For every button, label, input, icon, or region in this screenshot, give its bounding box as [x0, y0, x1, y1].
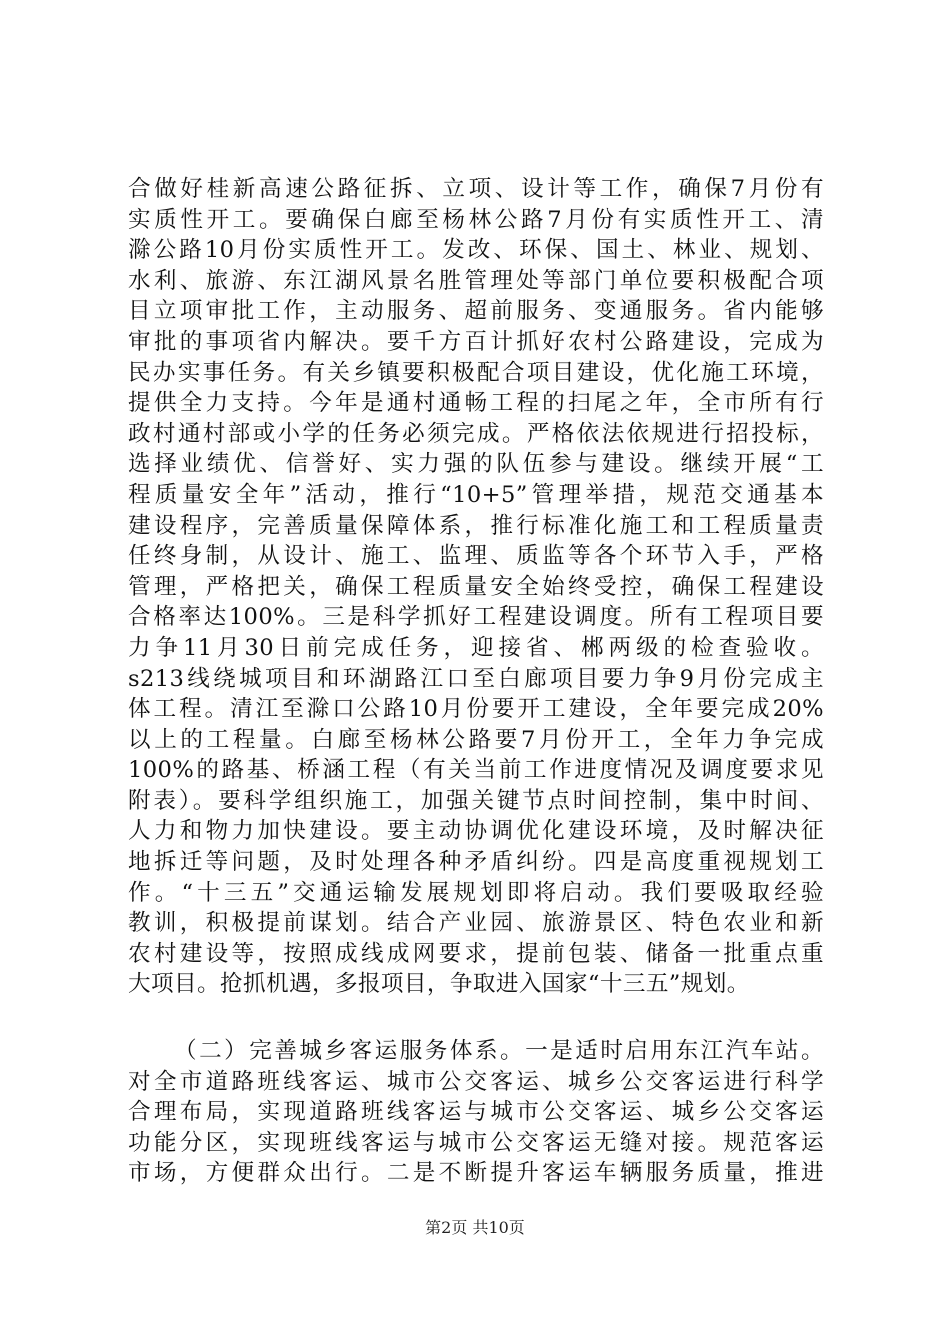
text-line: 目立项审批工作，主动服务、超前服务、变通服务。省内能够 [128, 298, 824, 325]
text-line: 附表）。要科学组织施工，加强关键节点时间控制，集中时间、 [128, 787, 824, 814]
text-line: 程质量安全年”活动，推行“10+5”管理举措，规范交通基本 [128, 481, 824, 508]
text-line: 对全市道路班线客运、城市公交客运、城乡公交客运进行科学 [128, 1068, 824, 1095]
text-line: 合格率达100%。三是科学抓好工程建设调度。所有工程项目要 [128, 604, 824, 631]
paragraph [128, 1036, 824, 1189]
paragraph-gap [128, 1000, 824, 1036]
text-line: 农村建设等，按照成线成网要求，提前包装、储备一批重点重 [128, 940, 824, 967]
text-line: 审批的事项省内解决。要千方百计抓好农村公路建设，完成为 [128, 328, 824, 355]
text-line: 作。“十三五”交通运输发展规划即将启动。我们要吸取经验 [128, 879, 824, 906]
text-line: 政村通村部或小学的任务必须完成。严格依法依规进行招投标， [128, 420, 824, 447]
text-line: 民办实事任务。有关乡镇要积极配合项目建设，优化施工环境， [128, 359, 824, 386]
text-line: 地拆迁等问题，及时处理各种矛盾纠纷。四是高度重视规划工 [128, 849, 824, 876]
text-line: 市场，方便群众出行。二是不断提升客运车辆服务质量，推进 [128, 1160, 824, 1187]
text-line: 体工程。清江至滁口公路10月份要开工建设，全年要完成20% [128, 696, 824, 723]
text-line: 提供全力支持。今年是通村通畅工程的扫尾之年，全市所有行 [128, 390, 824, 417]
text-line: 以上的工程量。白廊至杨林公路要7月份开工，全年力争完成 [128, 726, 824, 753]
text-line: 人力和物力加快建设。要主动协调优化建设环境，及时解决征 [128, 818, 824, 845]
text-line: 水利、旅游、东江湖风景名胜管理处等部门单位要积极配合项 [128, 267, 824, 294]
paragraph [128, 174, 824, 1000]
text-line: 合理布局，实现道路班线客运与城市公交客运、城乡公交客运 [128, 1099, 824, 1126]
text-line: 力争11月30日前完成任务，迎接省、郴两级的检查验收。 [128, 634, 824, 661]
page-footer: 第2页 共10页 [425, 1218, 525, 1237]
text-line: 100%的路基、桥涵工程（有关当前工作进度情况及调度要求见 [128, 757, 824, 784]
text-line: 教训，积极提前谋划。结合产业园、旅游景区、特色农业和新 [128, 910, 824, 937]
text-line: （二）完善城乡客运服务体系。一是适时启用东江汽车站。 [174, 1038, 824, 1065]
text-line: 合做好桂新高速公路征拆、立项、设计等工作，确保7月份有 [128, 176, 824, 202]
text-line: 实质性开工。要确保白廊至杨林公路7月份有实质性开工、清 [128, 206, 824, 233]
text-line: 任终身制，从设计、施工、监理、质监等各个环节入手，严格 [128, 543, 824, 570]
text-line: 滁公路10月份实质性开工。发改、环保、国土、林业、规划、 [128, 237, 824, 264]
text-line: 大项目。抢抓机遇，多报项目，争取进入国家“十三五”规划。 [128, 971, 750, 998]
text-line: 功能分区，实现班线客运与城市公交客运无缝对接。规范客运 [128, 1129, 824, 1156]
text-line: 管理，严格把关，确保工程质量安全始终受控，确保工程建设 [128, 573, 824, 600]
text-line: 选择业绩优、信誉好、实力强的队伍参与建设。继续开展“工 [128, 451, 824, 478]
text-line: 建设程序，完善质量保障体系，推行标准化施工和工程质量责 [128, 512, 824, 539]
text-line: s213线绕城项目和环湖路江口至白廊项目要力争9月份完成主 [128, 665, 824, 692]
body-text [128, 174, 824, 1189]
